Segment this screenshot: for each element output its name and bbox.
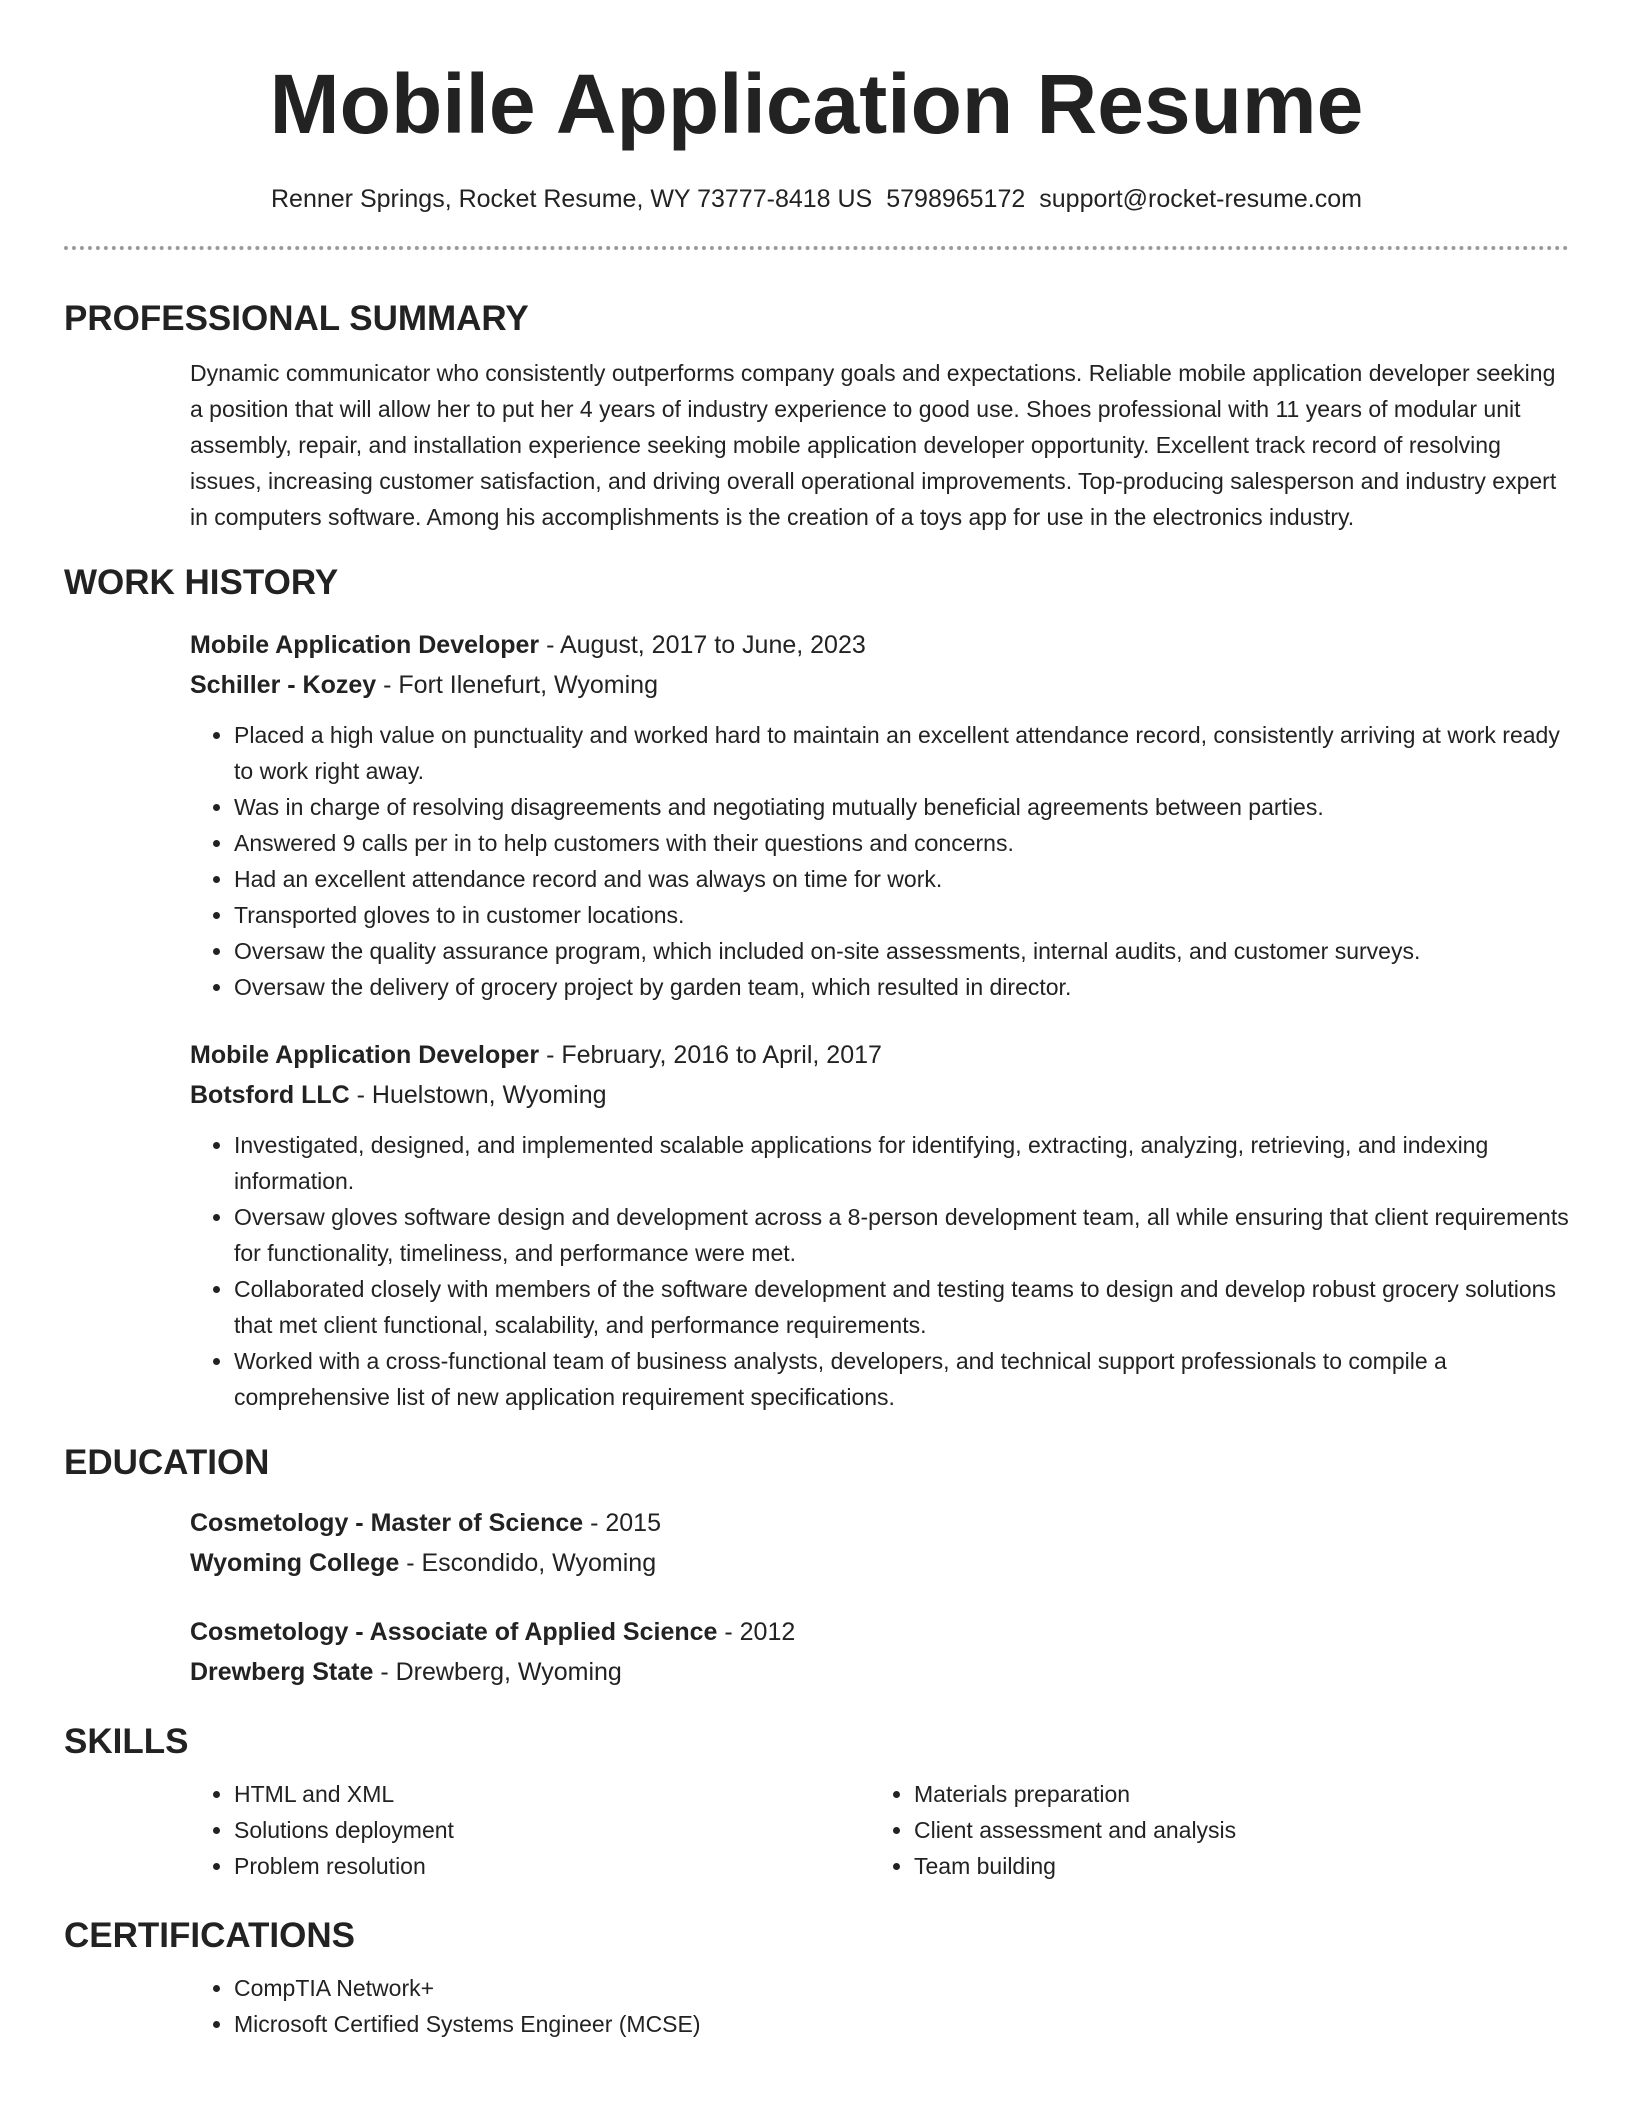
- job-company-line: [190, 665, 1569, 705]
- skills-column-left: [190, 1776, 870, 1884]
- job-bullet: • Transported gloves to in customer locations.: [234, 897, 1569, 933]
- school-location: - Escondido, Wyoming: [399, 1549, 657, 1577]
- skills-section: [64, 1720, 1569, 1884]
- job-bullet: • Answered 9 calls per in to help customers with their questions and concerns.: [234, 825, 1569, 861]
- header-divider: [64, 246, 1569, 250]
- skill-item: • Materials preparation: [914, 1776, 1550, 1812]
- certifications-list: [190, 1970, 1569, 2042]
- job-bullet: • Had an excellent attendance record and was always on time for work.: [234, 861, 1569, 897]
- job-bullet: • Worked with a cross-functional team of business analysts, developers, and technical support professionals to compile a comprehensive list of new application requirement specifications.: [234, 1343, 1569, 1415]
- skills-heading: SKILLS: [64, 1722, 189, 1761]
- job-bullet: • Oversaw gloves software design and development across a 8-person development team, all while ensuring that client requirements for functionality, timeliness, and performance were met.: [234, 1199, 1569, 1271]
- contact-email: support@rocket-resume.com: [1039, 185, 1362, 213]
- job-bullet: • Oversaw the delivery of grocery project by garden team, which resulted in director.: [234, 969, 1569, 1005]
- skill-item: • Problem resolution: [234, 1848, 870, 1884]
- education-section: [64, 1441, 1569, 1692]
- job-location: - Fort Ilenefurt, Wyoming: [376, 671, 658, 699]
- certification-item: • Microsoft Certified Systems Engineer (MCSE): [234, 2006, 1569, 2042]
- job-title: Mobile Application Developer: [190, 631, 540, 659]
- summary-heading: PROFESSIONAL SUMMARY: [64, 299, 529, 338]
- degree-line: [190, 1503, 1569, 1543]
- skill-item: • HTML and XML: [234, 1776, 870, 1812]
- education-entry: [190, 1612, 1569, 1692]
- degree: Cosmetology - Associate of Applied Science: [190, 1618, 718, 1646]
- education-entry: [190, 1503, 1569, 1583]
- summary-text: Dynamic communicator who consistently outperforms company goals and expectations. Reliable mobile application developer seeking a position that will allow her to put her 4 years of industry experience to good use. Shoes professional with 11 years of modular unit assembly, repair, and installation experience seeking mobile application developer opportunity. Excellent track record of resolving issues, increasing customer satisfaction, and driving overall operational improvements. Top-producing salesperson and industry expert in computers software. Among his accomplishments is the creation of a toys app for use in the electronics industry.: [190, 360, 1557, 530]
- job-dates: - August, 2017 to June, 2023: [539, 631, 866, 659]
- job-entry: [190, 1035, 1569, 1415]
- resume-page: [64, 0, 1569, 2042]
- job-bullet: • Placed a high value on punctuality and worked hard to maintain an excellent attendance record, consistently arriving at work ready to work right away.: [234, 717, 1569, 789]
- resume-title: Mobile Application Resume: [269, 57, 1364, 151]
- certifications-section: [64, 1914, 1569, 2042]
- job-bullet: • Was in charge of resolving disagreements and negotiating mutually beneficial agreements between parties.: [234, 789, 1569, 825]
- skill-item: • Team building: [914, 1848, 1550, 1884]
- job-title-line: [190, 625, 1569, 665]
- skill-item: • Solutions deployment: [234, 1812, 870, 1848]
- school: Wyoming College: [190, 1549, 400, 1577]
- job-bullets: [190, 1127, 1569, 1415]
- job-bullet: • Collaborated closely with members of the software development and testing teams to design and develop robust grocery solutions that met client functional, scalability, and performance requirements.: [234, 1271, 1569, 1343]
- certifications-heading: CERTIFICATIONS: [64, 1916, 356, 1955]
- education-heading: EDUCATION: [64, 1443, 270, 1482]
- job-title: Mobile Application Developer: [190, 1041, 540, 1069]
- job-dates: - February, 2016 to April, 2017: [539, 1041, 882, 1069]
- job-company-line: [190, 1075, 1569, 1115]
- degree: Cosmetology - Master of Science: [190, 1509, 584, 1537]
- degree-line: [190, 1612, 1569, 1652]
- school-line: [190, 1543, 1569, 1583]
- contact-phone: 5798965172: [886, 185, 1026, 213]
- job-title-line: [190, 1035, 1569, 1075]
- contact-address: Renner Springs, Rocket Resume, WY 73777-8418 US: [271, 185, 873, 213]
- job-bullet: • Oversaw the quality assurance program, which included on-site assessments, internal audits, and customer surveys.: [234, 933, 1569, 969]
- work-history-heading: WORK HISTORY: [64, 563, 339, 602]
- job-entry: [190, 625, 1569, 1005]
- skills-grid: [190, 1776, 1569, 1884]
- skill-item: • Client assessment and analysis: [914, 1812, 1550, 1848]
- school-location: - Drewberg, Wyoming: [373, 1658, 622, 1686]
- school: Drewberg State: [190, 1658, 374, 1686]
- contact-line: [64, 182, 1569, 216]
- degree-year: - 2012: [717, 1618, 796, 1646]
- school-line: [190, 1652, 1569, 1692]
- skills-column-right: [870, 1776, 1550, 1884]
- degree-year: - 2015: [583, 1509, 661, 1537]
- certification-item: • CompTIA Network+: [234, 1970, 1569, 2006]
- job-company: Schiller - Kozey: [190, 671, 377, 699]
- job-company: Botsford LLC: [190, 1081, 350, 1109]
- job-bullet: • Investigated, designed, and implemented scalable applications for identifying, extracting, analyzing, retrieving, and indexing information.: [234, 1127, 1569, 1199]
- work-history-section: [64, 561, 1569, 1415]
- job-location: - Huelstown, Wyoming: [349, 1081, 607, 1109]
- summary-section: [64, 297, 1569, 535]
- job-bullets: [190, 717, 1569, 1005]
